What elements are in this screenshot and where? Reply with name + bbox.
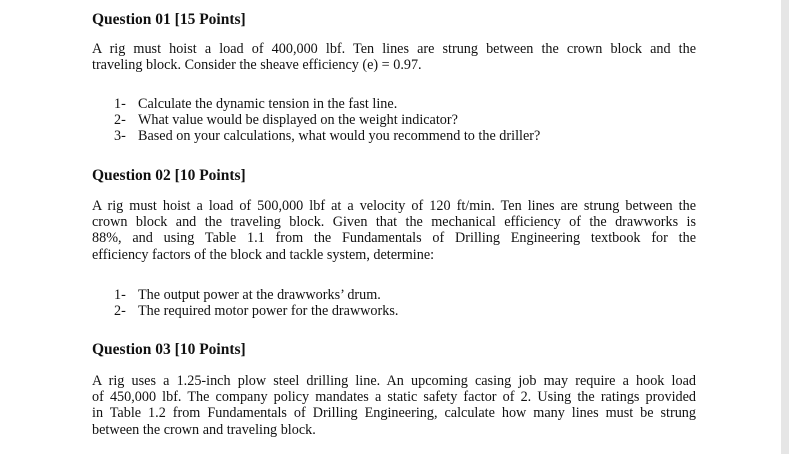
question-02-list <box>114 287 398 319</box>
text-line: crown block and the traveling block. Given that the mechanical efficiency of the drawworks is <box>92 214 696 231</box>
text-line: efficiency factors of the block and tackle system, determine: <box>92 246 435 263</box>
item-number: 2- <box>114 303 126 320</box>
item-number: 1- <box>114 96 126 112</box>
text-line: of 450,000 lbf. The company policy mandates a static safety factor of 2. Using the ratings provided <box>92 389 696 406</box>
list-item <box>114 112 540 128</box>
question-02-text <box>92 198 696 263</box>
text-line: A rig uses a 1.25-inch plow steel drilling line. An upcoming casing job may require a hook load <box>92 373 696 389</box>
item-text: The required motor power for the drawworks. <box>138 303 399 320</box>
item-number: 3- <box>114 128 126 145</box>
question-01-title: Question 01 [15 Points] <box>92 11 246 28</box>
question-01-text <box>92 41 696 73</box>
list-item <box>114 303 398 319</box>
question-03-text <box>92 373 696 438</box>
list-item <box>114 128 540 144</box>
list-item <box>114 287 398 303</box>
item-text: What value would be displayed on the weight indicator? <box>138 112 458 129</box>
text-line: 88%, and using Table 1.1 from the Fundamentals of Drilling Engineering textbook for the <box>92 230 696 247</box>
question-03-title: Question 03 [10 Points] <box>92 341 246 358</box>
text-line: between the crown and traveling block. <box>92 421 316 438</box>
text-line: A rig must hoist a load of 400,000 lbf. Ten lines are strung between the crown block and the <box>92 41 696 57</box>
item-text: Calculate the dynamic tension in the fast line. <box>138 96 398 112</box>
question-02-title: Question 02 [10 Points] <box>92 167 246 184</box>
text-line: A rig must hoist a load of 500,000 lbf at a velocity of 120 ft/min. Ten lines are strung between the <box>92 198 696 214</box>
page-edge <box>781 0 789 454</box>
item-text: The output power at the drawworks’ drum. <box>138 287 381 303</box>
text-line: traveling block. Consider the sheave efficiency (e) = 0.97. <box>92 57 422 74</box>
item-number: 1- <box>114 287 126 303</box>
item-number: 2- <box>114 112 126 129</box>
item-text: Based on your calculations, what would you recommend to the driller? <box>138 128 541 145</box>
question-01-list <box>114 96 540 145</box>
text-line: in Table 1.2 from Fundamentals of Drilling Engineering, calculate how many lines must be strung <box>92 405 696 422</box>
list-item <box>114 96 540 112</box>
